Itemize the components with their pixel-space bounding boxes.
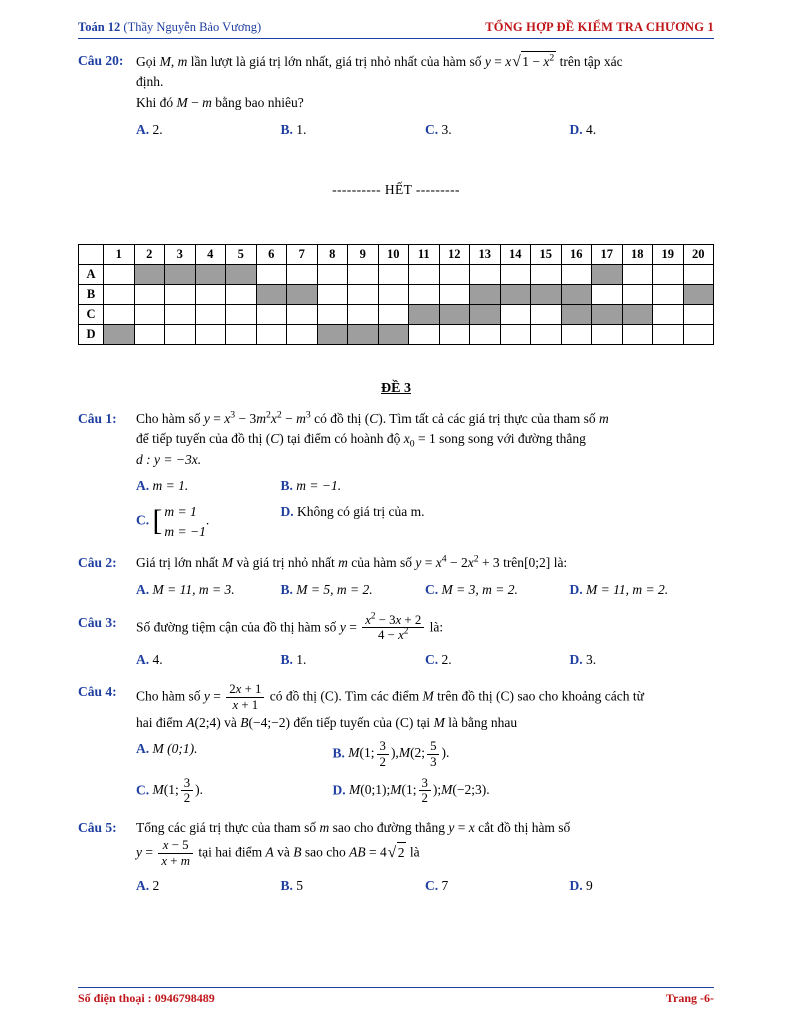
choice-d-text: 9 [586, 877, 593, 893]
choice-c-letter: C. [425, 652, 439, 668]
answer-table-cell[interactable] [439, 325, 470, 345]
q4-t-b: có đồ thị (C). Tìm các điểm [266, 688, 423, 704]
question-4-line1: Cho hàm số y = $\frac{2x + 1}{x + 1}$ có đồ thị (C). Tìm các điểm M trên đồ thị (C) sao cho khoảng cách từ [136, 682, 644, 713]
q20-line3-b: bằng bao nhiêu? [211, 94, 304, 110]
choice-d-text: 4. [586, 121, 597, 137]
answer-table-cell[interactable] [378, 305, 409, 325]
answer-table-cell[interactable] [104, 285, 135, 305]
question-2-body [136, 553, 714, 601]
choice-a-text: M (0;1). [152, 741, 198, 757]
choice-a-text: M = 11, m = 3. [152, 582, 235, 598]
choice-a-text: 2 [152, 877, 160, 893]
answer-table-cell[interactable] [409, 325, 440, 345]
answer-table-cell[interactable] [378, 265, 409, 285]
answer-table-cell[interactable] [622, 305, 653, 325]
choice-d[interactable] [570, 650, 715, 670]
answer-table-col-header: 15 [531, 245, 562, 265]
page-header [78, 0, 714, 39]
footer-phone [78, 991, 215, 1006]
answer-table-cell[interactable] [256, 285, 287, 305]
choice-b-letter: B. [280, 477, 293, 493]
answer-table-col-header: 14 [500, 245, 531, 265]
answer-table-col-header: 20 [683, 245, 714, 265]
choice-d-text: M(0;1);M(1; $\frac{3}{2}$ );M(−2;3). [349, 775, 490, 806]
choice-c-text: M = 3, m = 2. [441, 582, 518, 598]
choice-c-letter: C. [136, 781, 150, 797]
question-4-line2: hai điểm A(2;4) và B(−4;−2) đến tiếp tuyến của (C) tại M là bằng nhau [136, 714, 518, 730]
choice-b[interactable] [281, 876, 426, 896]
case-row-1: m = 1 [164, 504, 197, 519]
choice-a[interactable] [136, 739, 333, 770]
answer-table-corner [79, 245, 104, 265]
q4-t-a: Cho hàm số [136, 688, 204, 704]
question-1-body [136, 409, 714, 541]
question-20-line3: Khi đó M − m bằng bao nhiêu? [136, 94, 304, 110]
choice-b-letter: B. [280, 121, 293, 137]
answer-table-cell[interactable] [317, 285, 348, 305]
answer-table-cell[interactable] [226, 305, 257, 325]
choice-b[interactable] [281, 650, 426, 670]
question-1-line1: Cho hàm số $y = x^3 - 3m^2x^2 - m^3$ có đồ thị (C). Tìm tất cả các giá trị thực của tham số m [136, 409, 609, 426]
q4-t-f: đến tiếp tuyến của (C) tại [289, 714, 434, 730]
answer-table-cell[interactable] [134, 325, 165, 345]
question-5-choices [136, 876, 714, 896]
answer-table-cell[interactable] [195, 325, 226, 345]
question-20 [78, 51, 714, 140]
answer-table-col-header: 17 [592, 245, 623, 265]
choice-c-letter: C. [425, 877, 439, 893]
answer-table-cell[interactable] [104, 265, 135, 285]
choice-c[interactable] [425, 876, 570, 896]
q5-t-c: cắt đồ thị hàm số [474, 820, 571, 836]
choice-a-text: m = 1. [152, 477, 189, 493]
q5-t-e: và [273, 844, 294, 860]
question-3-label: Câu 3: [78, 614, 117, 630]
choice-d-text: Không có giá trị của m. [297, 504, 425, 519]
answer-table-cell[interactable] [622, 325, 653, 345]
answer-table-cell[interactable] [134, 265, 165, 285]
answer-table-cell[interactable] [683, 325, 714, 345]
choice-a-text: 4. [152, 652, 163, 668]
question-5 [78, 818, 714, 896]
q2-interval: [0;2] [524, 555, 551, 571]
choice-b-text: M = 5, m = 2. [296, 582, 373, 598]
answer-table-cell[interactable] [378, 325, 409, 345]
answer-table-col-header: 1 [104, 245, 135, 265]
choice-d-text: M = 11, m = 2. [586, 582, 669, 598]
choice-a[interactable] [136, 650, 281, 670]
answer-table-cell[interactable] [500, 325, 531, 345]
choice-c[interactable] [425, 120, 570, 140]
answer-table-cell[interactable] [500, 305, 531, 325]
question-2-choices [136, 580, 714, 600]
answer-table-cell[interactable] [165, 325, 196, 345]
choice-c-letter: C. [136, 512, 150, 528]
q2-t-c: của hàm số [347, 555, 416, 571]
choice-d[interactable] [570, 876, 715, 896]
q5-t-a: Tổng các giá trị thực của tham số [136, 820, 320, 836]
answer-table-cell[interactable] [531, 285, 562, 305]
choice-b[interactable] [281, 476, 426, 496]
answer-table-cell[interactable] [287, 265, 318, 285]
footer-phone-value: 0946798489 [154, 991, 215, 1005]
answer-table-cell[interactable] [683, 265, 714, 285]
choice-d[interactable] [281, 502, 570, 541]
choice-a[interactable] [136, 876, 281, 896]
answer-table-cell[interactable] [683, 285, 714, 305]
question-2-label: Câu 2: [78, 555, 117, 571]
q4-t-e: và [220, 714, 241, 730]
answer-table-cell[interactable] [256, 305, 287, 325]
q20-text-d: trên tập xác [556, 54, 623, 69]
answer-table-cell[interactable] [653, 265, 684, 285]
answer-table-cell[interactable] [561, 305, 592, 325]
q4-t-d: hai điểm [136, 714, 187, 730]
question-20-line2: định. [136, 74, 164, 90]
question-3-body [136, 610, 714, 671]
answer-table-cell[interactable] [134, 305, 165, 325]
answer-table-cell[interactable] [317, 305, 348, 325]
answer-table-cell[interactable] [104, 325, 135, 345]
answer-table-cell[interactable] [348, 265, 379, 285]
answer-table-row-label: C [79, 305, 104, 325]
choice-c-text: 2. [441, 652, 452, 668]
question-3 [78, 610, 714, 671]
choice-d[interactable] [570, 120, 715, 140]
choice-c-cases [153, 502, 206, 541]
question-1-label: Câu 1: [78, 411, 117, 426]
q20-text-b: , [170, 54, 178, 69]
choice-c-text: 7 [441, 877, 449, 893]
answer-table-header-row [79, 245, 714, 265]
choice-d-letter: D. [569, 582, 583, 598]
answer-table-cell[interactable] [439, 305, 470, 325]
answer-table-cell[interactable] [409, 305, 440, 325]
answer-table-col-header: 13 [470, 245, 501, 265]
choice-c[interactable]: C. [ m = 1 m = −1 . [136, 502, 281, 541]
answer-table-cell[interactable] [348, 285, 379, 305]
q4-t-g: là bằng nhau [444, 714, 518, 730]
choice-d[interactable] [570, 580, 715, 600]
q1-t-c: . Tìm tất cả các giá trị thực của tham số [382, 411, 599, 426]
q2-t-d: trên [499, 555, 525, 571]
choice-c-text: 3. [441, 121, 452, 137]
choice-d-letter: D. [569, 121, 583, 137]
answer-table-col-header: 3 [165, 245, 196, 265]
answer-table-cell[interactable] [409, 265, 440, 285]
fraction: $\frac{x^2 - 3x + 2}{4 - x^2}$ [362, 613, 424, 644]
answer-table-cell[interactable] [226, 325, 257, 345]
q4-t-c: trên đồ thị (C) sao cho khoảng cách từ [433, 688, 644, 704]
choice-spacer-2 [570, 476, 715, 496]
answer-table-cell[interactable] [622, 265, 653, 285]
question-3-text: Số đường tiệm cận của đồ thị hàm số y = $\frac{x^2 - 3x + 2}{4 - x^2}$ là: [136, 610, 444, 643]
answer-table-cell[interactable] [348, 325, 379, 345]
answer-table-col-header: 10 [378, 245, 409, 265]
answer-table-col-header: 12 [439, 245, 470, 265]
choice-b-letter: B. [332, 745, 345, 761]
answer-table-cell[interactable] [653, 285, 684, 305]
header-title: TỔNG HỢP ĐỀ KIỂM TRA CHƯƠNG 1 [485, 20, 714, 34]
exam-title: ĐỀ 3 [381, 381, 411, 396]
answer-table-cell[interactable] [561, 285, 592, 305]
choice-b[interactable] [281, 580, 426, 600]
question-4-choices-row1 [136, 739, 714, 770]
answer-table-cell[interactable] [195, 285, 226, 305]
answer-table-col-header: 7 [287, 245, 318, 265]
question-4 [78, 682, 714, 806]
answer-table-col-header: 19 [653, 245, 684, 265]
answer-table-cell[interactable] [653, 325, 684, 345]
choice-d-letter: D. [569, 877, 583, 893]
answer-table-col-header: 4 [195, 245, 226, 265]
question-1 [78, 409, 714, 541]
answer-table-cell[interactable] [470, 285, 501, 305]
choice-b-text: 5 [296, 877, 304, 893]
answer-table-col-header: 16 [561, 245, 592, 265]
question-5-line1: Tổng các giá trị thực của tham số m sao cho đường thẳng y = x cắt đồ thị hàm số [136, 820, 571, 836]
answer-table-col-header: 2 [134, 245, 165, 265]
question-3-choices [136, 650, 714, 670]
answer-table-cell[interactable] [470, 305, 501, 325]
answer-table-row-label: A [79, 265, 104, 285]
answer-table-cell[interactable] [104, 305, 135, 325]
answer-table-cell[interactable] [348, 305, 379, 325]
fraction: $\frac{2x + 1}{x + 1}$ [226, 682, 264, 713]
choice-a-letter: A. [136, 477, 150, 493]
choice-b-text: m = −1. [296, 477, 342, 493]
choice-b-letter: B. [280, 582, 293, 598]
answer-table-cell[interactable] [531, 265, 562, 285]
choice-b-letter: B. [280, 877, 293, 893]
answer-table-cell[interactable] [287, 305, 318, 325]
answer-table-cell[interactable] [165, 265, 196, 285]
choice-b-letter: B. [280, 652, 293, 668]
choice-a[interactable] [136, 120, 281, 140]
q5-t-b: sao cho đường thẳng [329, 820, 449, 836]
question-4-choices-row2 [136, 776, 714, 807]
question-20-label: Câu 20: [78, 53, 124, 68]
answer-table-cell[interactable] [561, 325, 592, 345]
answer-table-cell[interactable] [592, 265, 623, 285]
question-20-body [136, 51, 714, 140]
answer-table-cell[interactable] [317, 265, 348, 285]
choice-a-letter: A. [136, 121, 150, 137]
q1-t-d: để tiếp tuyến của đồ thị [136, 431, 266, 447]
choice-a-text: 2. [152, 121, 163, 137]
header-author: (Thầy Nguyễn Bảo Vương) [123, 20, 262, 34]
q5-t-g: là [406, 844, 420, 860]
question-1-choices-row1 [136, 476, 714, 496]
q1-t-b: có đồ thị [310, 411, 365, 426]
q20-text-a: Gọi [136, 54, 160, 69]
footer-page-number: Trang -6- [665, 991, 714, 1005]
answer-table-cell[interactable] [592, 305, 623, 325]
q2-t-a: Giá trị lớn nhất [136, 555, 222, 571]
question-1-line3 [136, 450, 714, 470]
choice-a[interactable] [136, 476, 281, 496]
answer-table-cell[interactable] [195, 265, 226, 285]
q2-t-b: và giá trị nhỏ nhất [233, 555, 339, 571]
choice-c[interactable] [136, 776, 333, 807]
q1-t-e: tại điểm có hoành độ [283, 431, 404, 447]
answer-table-col-header: 8 [317, 245, 348, 265]
answer-table-cell[interactable] [439, 285, 470, 305]
q5-t-d: tại hai điểm [194, 844, 266, 860]
answer-table-cell[interactable] [470, 265, 501, 285]
answer-table-cell[interactable] [287, 325, 318, 345]
answer-table-cell[interactable] [439, 265, 470, 285]
answer-key-table [78, 244, 714, 345]
question-4-body [136, 682, 714, 806]
answer-table-col-header: 5 [226, 245, 257, 265]
question-5-line2: y = $\frac{x - 5}{x + m}$ tại hai điểm A và B sao cho AB = 4 √ 2 là [136, 838, 714, 869]
choice-b[interactable] [281, 120, 426, 140]
choice-c-letter: C. [425, 582, 439, 598]
q3-t-b: là: [426, 618, 444, 634]
choice-a-letter: A. [136, 741, 150, 757]
header-subject: Toán 12 [78, 20, 121, 34]
answer-table-cell[interactable] [195, 305, 226, 325]
answer-table-cell[interactable] [500, 265, 531, 285]
choice-d-text: 3. [586, 652, 597, 668]
answer-table-cell[interactable] [409, 285, 440, 305]
answer-table-cell[interactable] [531, 305, 562, 325]
choice-a-letter: A. [136, 582, 150, 598]
q1-t-g: d : y = −3x. [136, 451, 202, 467]
choice-a[interactable] [136, 580, 281, 600]
answer-table-col-header: 9 [348, 245, 379, 265]
q1-t-a: Cho hàm số [136, 411, 204, 426]
fraction: $\frac{x - 5}{x + m}$ [158, 838, 193, 869]
choice-a-letter: A. [136, 877, 150, 893]
answer-table-row-label: B [79, 285, 104, 305]
answer-table-cell[interactable] [378, 285, 409, 305]
question-1-choices-row2 [136, 502, 714, 541]
answer-table-cell[interactable] [317, 325, 348, 345]
answer-table-cell[interactable] [256, 325, 287, 345]
q20-line3-a: Khi đó [136, 94, 177, 110]
answer-table-cell[interactable] [653, 305, 684, 325]
choice-c[interactable] [425, 650, 570, 670]
answer-table-cell[interactable] [226, 285, 257, 305]
answer-table-cell[interactable] [592, 285, 623, 305]
answer-table-cell[interactable] [470, 325, 501, 345]
answer-table-cell[interactable] [500, 285, 531, 305]
choice-a-letter: A. [136, 652, 150, 668]
q20-text-c: lần lượt là giá trị lớn nhất, giá trị nhỏ nhất của hàm số [187, 54, 485, 69]
question-5-label: Câu 5: [78, 820, 117, 836]
answer-table-cell[interactable] [561, 265, 592, 285]
choice-b-text: M(1; $\frac{3}{2}$ ),M(2; $\frac{5}{3}$ ). [348, 739, 450, 769]
answer-table-col-header: 6 [256, 245, 287, 265]
choice-c-text: M(1; $\frac{3}{2}$ ). [152, 775, 204, 806]
answer-table-cell[interactable] [134, 285, 165, 305]
footer-phone-label: Số điện thoại : [78, 991, 155, 1005]
question-2 [78, 553, 714, 601]
end-marker: ---------- HẾT --------- [332, 182, 460, 197]
answer-table-cell[interactable] [592, 325, 623, 345]
answer-table-cell[interactable] [256, 265, 287, 285]
header-left [78, 20, 261, 35]
answer-table-row [79, 265, 714, 285]
answer-table-row [79, 285, 714, 305]
bracket-icon: [ [152, 504, 163, 537]
q5-t-f: sao cho [301, 844, 350, 860]
choice-b-text: 1. [296, 652, 307, 668]
question-5-body [136, 818, 714, 896]
question-20-text: Gọi M, m lần lượt là giá trị lớn nhất, giá trị nhỏ nhất của hàm số y = x √ $1 - x^2$ trên tập xác [136, 51, 714, 72]
answer-table-cell[interactable] [165, 285, 196, 305]
question-4-label: Câu 4: [78, 684, 117, 700]
question-20-choices [136, 120, 714, 140]
q2-t-e: là: [550, 555, 568, 571]
answer-table-col-header: 18 [622, 245, 653, 265]
choice-c[interactable] [425, 580, 570, 600]
answer-table-row [79, 305, 714, 325]
answer-table-cell[interactable] [287, 285, 318, 305]
answer-table-row [79, 325, 714, 345]
answer-table-cell[interactable] [622, 285, 653, 305]
answer-table-cell[interactable] [165, 305, 196, 325]
q1-t-f: song song với đường thẳng [435, 431, 586, 447]
answer-key-table-wrapper [78, 244, 714, 345]
choice-d-letter: D. [280, 504, 294, 519]
answer-table-cell[interactable] [683, 305, 714, 325]
question-2-text: Giá trị lớn nhất M và giá trị nhỏ nhất m của hàm số $y = x^4 - 2x^2 + 3$ trên[0;2] là: [136, 553, 568, 571]
choice-c-letter: C. [425, 121, 439, 137]
choice-b-text: 1. [296, 121, 307, 137]
q3-t-a: Số đường tiệm cận của đồ thị hàm số [136, 618, 340, 634]
case-row-2: m = −1 [164, 523, 206, 539]
answer-table-row-label: D [79, 325, 104, 345]
choice-d-letter: D. [569, 652, 583, 668]
choice-d[interactable] [333, 776, 714, 807]
answer-table-cell[interactable] [531, 325, 562, 345]
answer-table-col-header: 11 [409, 245, 440, 265]
choice-spacer [425, 476, 570, 496]
page-footer [78, 987, 714, 1006]
question-1-line2: để tiếp tuyến của đồ thị (C) tại điểm có hoành độ $x_0 = 1$ song song với đường thẳng [136, 431, 586, 450]
answer-table-cell[interactable] [226, 265, 257, 285]
choice-d-letter: D. [332, 781, 346, 797]
choice-b[interactable] [333, 739, 714, 770]
